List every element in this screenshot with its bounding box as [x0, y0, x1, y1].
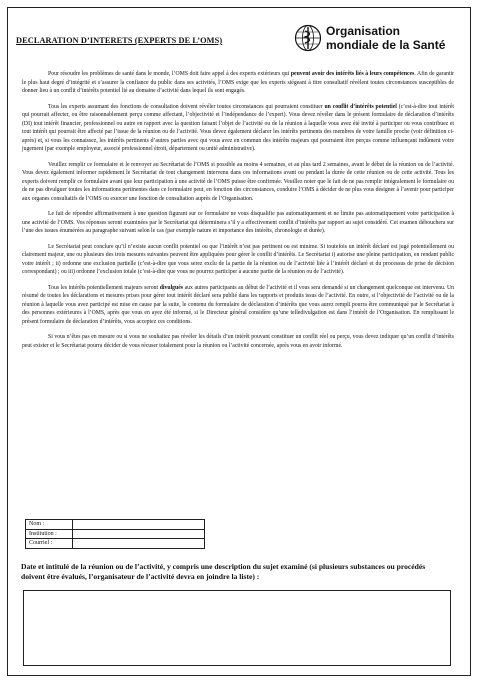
paragraph-text: Tous les experts assumant des fonctions de consultation doivent révéler toutes circonstances qui pourraient constituer [48, 103, 325, 110]
email-label: Courriel : [26, 539, 73, 549]
name-field[interactable] [73, 520, 205, 530]
document-body [22, 70, 454, 357]
paragraph-measures [22, 243, 454, 277]
paragraph-text: Veuillez remplir ce formulaire et le renvoyer au Secrétariat de l’OMS si possible au moins 4 semaines, et au plus tard 2 semaines, avant le début de la réunion ou de l’activité. Vous devez également informer rapidement le Secrétariat de tout changement intervenu dans ces informations avant ou pendant la durée de cette réunion ou de cette activité. Tous les experts doivent remplir ce formulaire avant que leur participation à une activité de l’OMS puisse être confirmée. Veuillez noter que le fait de ne pas remplir intégralement le formulaire ou de ne pas divulguer toutes les informations pertinentes dans ce formulaire peut, en fonction des circonstances, conduire l’OMS à décider de ne plus vous désigner à l’avenir pour participer aux organes consultatifs de l’OMS ou exercer une fonction de consultation auprès de l’Organisation. [22, 161, 454, 202]
paragraph-text: Tous les intérêts potentiellement majeurs seront [48, 284, 160, 291]
paragraph-intro [22, 70, 454, 96]
institution-field[interactable] [73, 529, 205, 539]
paragraph-bold-text: divulgués [159, 284, 184, 291]
identity-row-name [26, 520, 205, 530]
who-logo [294, 24, 456, 54]
paragraph-disclosure [22, 103, 454, 154]
paragraph-text: Si vous n’êtes pas en mesure ou si vous ne souhaitez pas révéler les détails d’un intérêt pouvant constituer un conflit réel ou perçu, vous devez indiquer qu’un conflit d’intérêts peut exister et le Secrétariat pourra décider de vous récuser totalement pour la réunion ou l’activité concernée, après vous en avoir informé. [22, 334, 454, 349]
paragraph-deadline [22, 161, 454, 204]
paragraph-text: aux autres participants au début de l’activité et il vous sera demandé si un changement quelconque est intervenu. Un résumé de toutes les déclarations et mesures prises pour gérer tout intérêt déclaré sera publié dans les rapports et produits issus de l’activité. En outre, si l’objectivité de l’activité ou de la réunion à laquelle vous avez participé est mise en cause par la suite, le contenu du formulaire de déclaration d’intérêts que vous aurez rempli pourra être communiqué par le Secrétariat à des personnes extérieures à l’OMS, après que vous en ayez été informé, si le Directeur général considère qu’une telledivulgation est dans l’intérêt de l’Organisation. En remplissant le présent formulaire de déclaration d’intérêts, vous acceptez ces conditions. [22, 284, 454, 325]
paragraph-text: (c’est-à-dire tout intérêt qui pourrait affecter, ou être raisonnablement perçu comme affectant, l’objectivité et l’indépendance de l’expert). Vous devez révéler dans le présent formulaire de déclaration d’intérêts (DI) tout intérêt financier, professionnel ou autre en rapport avec la question faisant l’objet de l’activité ou de la réunion à laquelle vous avez été invité à participer ou vous contribuez et tout intérêt qui pourrait être affecté par l’issue de la réunion ou de l’activité. Vous devez également déclarer les intérêts pertinents des membres de votre famille proche (voir définition ci-après) et, si vous les connaissez, les intérêts pertinents d’autres parties avec qui vous avez en commun des intérêts majeurs qui pourraient être perçus comme influençant indûment votre jugement (par exemple employeur, associé professionnel étroit, département ou unité administrative). [22, 103, 455, 152]
institution-label: Institution : [26, 529, 73, 539]
identity-table [25, 519, 205, 549]
paragraph-bold-text: un conflit d’intérêts potentiel [324, 103, 397, 110]
paragraph-refusal [22, 333, 454, 350]
identity-row-institution [26, 529, 205, 539]
paragraph-publication [22, 284, 454, 327]
paragraph-text: Pour résoudre les problèmes de santé dans le monde, l’OMS doit faire appel à des experts extérieurs qui [48, 71, 291, 77]
org-name-line2: mondiale de la Santé [326, 38, 446, 52]
identity-row-email [26, 539, 205, 549]
document-header [16, 24, 456, 54]
paragraph-text: Le Secrétariat peut conclure qu’il n’existe aucun conflit potentiel ou que l’intérêt n’est pas pertinent ou est minime. Si toutefois un intérêt déclaré est jugé potentiellement ou clairement majeur, une ou plusieurs des trois mesures suivantes peuvent être appliquées pour gérer le conflit d’intérêts. Le Secrétariat i) autorise une pleine participation, en rendant public votre intérêt ; ii) ordonne une exclusion partielle (c’est-à-dire que vous serez exclu de la partie de la réunion ou de l’activité liée à l’intérêt déclaré et du processus de prise de décision correspondant) ; ou iii) ordonne l’exclusion totale (c’est-à-dire que vous ne pourrez participer à aucune partie de la réunion ou de l’activité). [22, 243, 454, 275]
paragraph-text: Le fait de répondre affirmativement à une question figurant sur ce formulaire ne vous disqualifie pas automatiquement et ne limite pas automatiquement votre participation à une activité de l’OMS. Vos réponses seront examinées par le Secrétariat qui déterminera s’il y a effectivement conflit d’intérêts par rapport au sujet considéré. Cet examen débouchera sur l’une des issues énumérées au paragraphe suivant selon le cas (par exemple nature et importance des intérêts, chronologie et durée). [22, 211, 454, 234]
activity-question: Date et intitulé de la réunion ou de l’activité, y compris une description du sujet examiné (si plusieurs substances ou procédés doivent être évalués, l’organisateur de l’activité devra en joindre la liste) : [21, 562, 426, 581]
paragraph-bold-text: peuvent avoir des intérêts liés à leurs compétences [290, 71, 415, 77]
org-name-line1: Organisation [326, 24, 401, 38]
name-label: Nom : [26, 520, 73, 530]
activity-answer-field[interactable] [23, 590, 451, 666]
document-title: DECLARATION D’INTERETS (EXPERTS DE L’OMS) [16, 36, 223, 45]
who-emblem-icon [294, 24, 322, 52]
paragraph-text: . Afin de garantir le plus haut degré d’intégrité et s’assurer la confiance du public dans ses activités, l’OMS exige que les experts siégeant à titre consultatif révèlent toutes circonstances susceptibles de donner lieu à un conflit d’intérêts potentiel lié au domaine d’activité dans lequel ils sont engagés. [22, 71, 454, 94]
email-field[interactable] [73, 539, 205, 549]
paragraph-review [22, 210, 454, 236]
